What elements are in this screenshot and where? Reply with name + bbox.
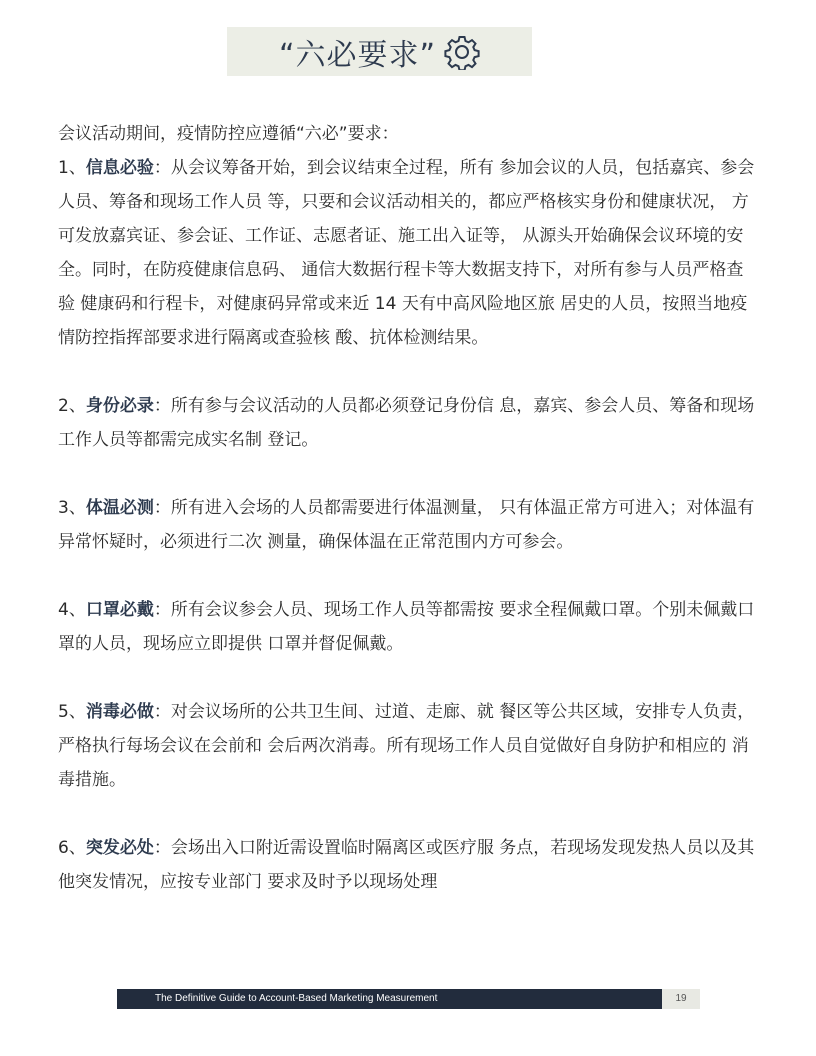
item-body: ：所有参与会议活动的人员都必须登记身份信 息，嘉宾、参会人员、筹备和现场工作人员等都需完成实名制 登记。: [58, 396, 755, 450]
item-prefix: 3、: [58, 498, 86, 518]
item-body: ：所有会议参会人员、现场工作人员等都需按 要求全程佩戴口罩。个别未佩戴口罩的人员，现场应立即提供 口罩并督促佩戴。: [58, 600, 755, 654]
requirement-item-3: [58, 491, 758, 559]
page-title: “六必要求”: [278, 37, 437, 73]
item-prefix: 2、: [58, 396, 86, 416]
intro-text: 会议活动期间，疫情防控应遵循“六必”要求：: [58, 124, 399, 144]
requirement-item-2: [58, 389, 758, 457]
item-prefix: 6、: [58, 838, 86, 858]
item-prefix: 5、: [58, 702, 86, 722]
item-body: ：从会议筹备开始，到会议结束全过程，所有 参加会议的人员，包括嘉宾、参会人员、筹备和现场工作人员 等，只要和会议活动相关的，都应严格核实身份和健康状况， 方可发放嘉宾证、参会证、工作证、志愿者证、施工出入证等， 从源头开始确保会议环境的安全。同时，在防疫健康信息码、 通信大数据行程卡等大数据支持下，对所有参与人员严格查验 健康码和行程卡，对健康码异常或来近 14 天有中高风险地区旅 居史的人员，按照当地疫情防控指挥部要求进行隔离或查验核 酸、抗体检测结果。: [58, 158, 755, 348]
page-number: 19: [662, 989, 700, 1009]
item-heading: 信息必验: [85, 158, 154, 178]
requirement-item-4: [58, 593, 758, 661]
requirement-item-1: [58, 151, 758, 355]
item-heading: 体温必测: [85, 498, 154, 518]
footer-title: The Definitive Guide to Account-Based Marketing Measurement: [117, 989, 662, 1009]
document-body: [58, 117, 758, 933]
item-body: ：所有进入会场的人员都需要进行体温测量， 只有体温正常方可进入；对体温有异常怀疑时，必须进行二次 测量，确保体温在正常范围内方可参会。: [58, 498, 755, 552]
item-prefix: 1、: [58, 158, 86, 178]
item-heading: 突发必处: [85, 838, 154, 858]
item-heading: 身份必录: [85, 396, 154, 416]
requirement-item-6: [58, 831, 758, 899]
item-heading: 口罩必戴: [85, 600, 154, 620]
item-prefix: 4、: [58, 600, 86, 620]
item-body: ：对会议场所的公共卫生间、过道、走廊、就 餐区等公共区域，安排专人负责，严格执行每场会议在会前和 会后两次消毒。所有现场工作人员自觉做好自身防护和相应的 消毒措施。: [58, 702, 755, 790]
item-body: ：会场出入口附近需设置临时隔离区或医疗服 务点，若现场发现发热人员以及其他突发情况，应按专业部门 要求及时予以现场处理: [58, 838, 755, 892]
gear-icon: [444, 34, 480, 70]
item-heading: 消毒必做: [85, 702, 154, 722]
title-banner: [227, 27, 532, 76]
requirement-item-5: [58, 695, 758, 797]
